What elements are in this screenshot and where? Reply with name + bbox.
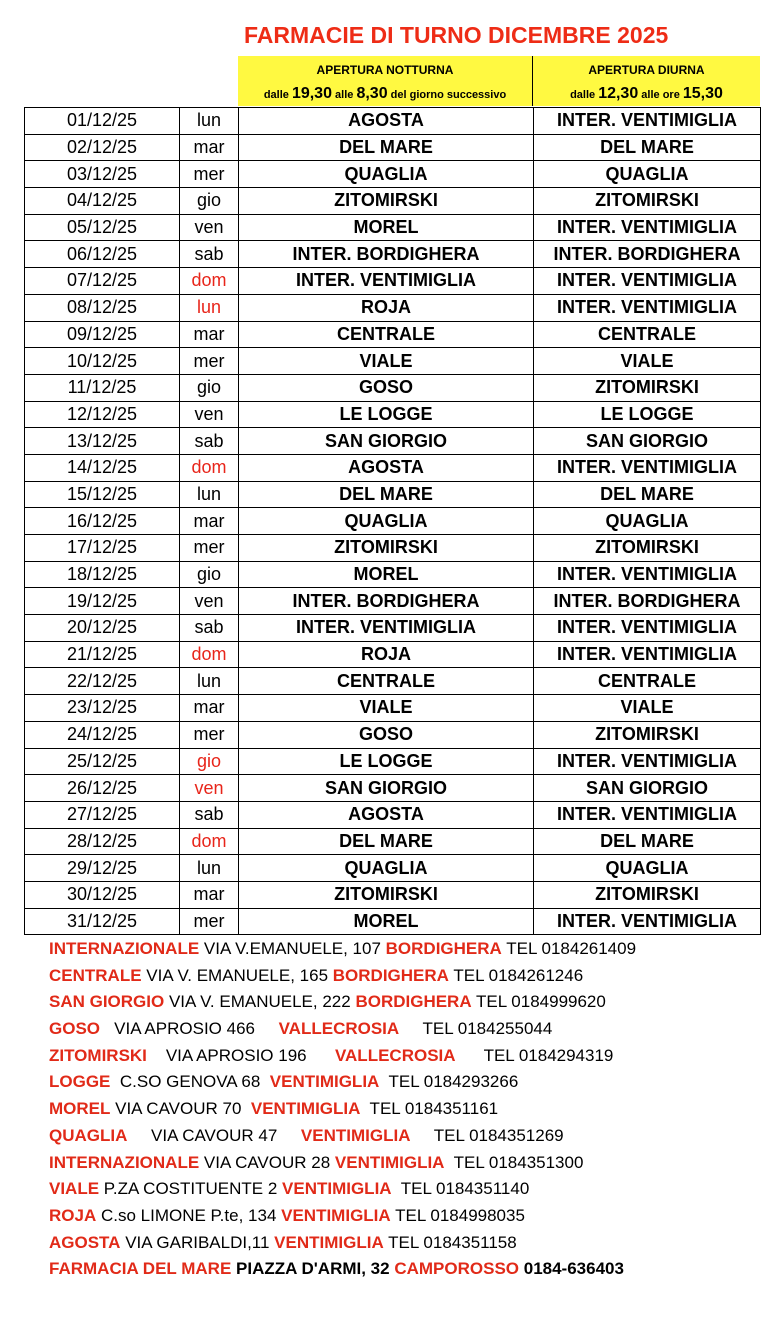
day-pharmacy-cell: INTER. BORDIGHERA — [534, 588, 761, 614]
table-row — [25, 268, 761, 295]
date-cell: 02/12/25 — [25, 135, 180, 161]
night-pharmacy-cell: QUAGLIA — [239, 855, 534, 881]
day-pharmacy-cell: QUAGLIA — [534, 161, 761, 187]
weekday-cell: ven — [180, 775, 239, 801]
pharmacy-address-line — [49, 1096, 769, 1123]
night-pharmacy-cell: INTER. VENTIMIGLIA — [239, 615, 534, 641]
date-cell: 08/12/25 — [25, 295, 180, 321]
night-pharmacy-cell: DEL MARE — [239, 482, 534, 508]
pharmacy-address-line — [49, 1069, 769, 1096]
night-shift-header — [238, 56, 533, 106]
date-cell: 21/12/25 — [25, 642, 180, 668]
night-pharmacy-cell: ROJA — [239, 642, 534, 668]
pharmacy-address: VIA APROSIO 466 — [100, 1019, 279, 1039]
night-pharmacy-cell: QUAGLIA — [239, 161, 534, 187]
night-pharmacy-cell: DEL MARE — [239, 829, 534, 855]
day-pharmacy-cell: ZITOMIRSKI — [534, 882, 761, 908]
pharmacy-name: CENTRALE — [49, 965, 142, 985]
night-pharmacy-cell: MOREL — [239, 562, 534, 588]
table-row — [25, 775, 761, 802]
night-pharmacy-cell: AGOSTA — [239, 108, 534, 134]
day-pharmacy-cell: ZITOMIRSKI — [534, 535, 761, 561]
weekday-cell: ven — [180, 215, 239, 241]
weekday-cell: dom — [180, 829, 239, 855]
night-pharmacy-cell: CENTRALE — [239, 668, 534, 694]
day-pharmacy-cell: LE LOGGE — [534, 402, 761, 428]
pharmacy-phone: TEL 0184293266 — [379, 1072, 519, 1092]
pharmacy-phone: TEL 0184998035 — [390, 1205, 525, 1225]
weekday-cell: lun — [180, 855, 239, 881]
date-cell: 06/12/25 — [25, 241, 180, 267]
table-row — [25, 322, 761, 349]
day-pharmacy-cell: ZITOMIRSKI — [534, 375, 761, 401]
night-pharmacy-cell: AGOSTA — [239, 802, 534, 828]
day-pharmacy-cell: INTER. VENTIMIGLIA — [534, 802, 761, 828]
date-cell: 16/12/25 — [25, 508, 180, 534]
day-pharmacy-cell: INTER. VENTIMIGLIA — [534, 562, 761, 588]
weekday-cell: mer — [180, 722, 239, 748]
date-cell: 30/12/25 — [25, 882, 180, 908]
pharmacy-address: VIA CAVOUR 70 — [110, 1099, 251, 1119]
pharmacy-city: VENTIMIGLIA — [269, 1072, 380, 1092]
pharmacy-city: VENTIMIGLIA — [282, 1179, 392, 1199]
pharmacy-city: BORDIGHERA — [332, 965, 449, 985]
pharmacy-address: VIA V. EMANUELE, 165 — [141, 965, 333, 985]
date-cell: 18/12/25 — [25, 562, 180, 588]
weekday-cell: lun — [180, 295, 239, 321]
pharmacy-address: VIA CAVOUR 47 — [127, 1125, 301, 1145]
table-row — [25, 135, 761, 162]
pharmacy-address-line — [49, 1043, 769, 1070]
night-shift-hours: dalle 19,30 alle 8,30 del giorno successivo — [263, 85, 507, 102]
date-cell: 27/12/25 — [25, 802, 180, 828]
night-pharmacy-cell: GOSO — [239, 375, 534, 401]
table-row — [25, 668, 761, 695]
date-cell: 29/12/25 — [25, 855, 180, 881]
pharmacy-phone: TEL 0184294319 — [455, 1045, 614, 1065]
table-row — [25, 348, 761, 375]
date-cell: 26/12/25 — [25, 775, 180, 801]
pharmacy-address: PIAZZA D'ARMI, 32 — [231, 1259, 395, 1279]
weekday-cell: mer — [180, 348, 239, 374]
pharmacy-name: ROJA — [49, 1205, 97, 1225]
weekday-cell: lun — [180, 482, 239, 508]
weekday-cell: mer — [180, 535, 239, 561]
pharmacy-address: C.so LIMONE P.te, 134 — [96, 1205, 282, 1225]
pharmacy-city: VENTIMIGLIA — [250, 1099, 361, 1119]
table-row — [25, 241, 761, 268]
table-row — [25, 215, 761, 242]
date-cell: 28/12/25 — [25, 829, 180, 855]
night-pharmacy-cell: LE LOGGE — [239, 749, 534, 775]
shift-header — [238, 56, 760, 106]
day-pharmacy-cell: INTER. VENTIMIGLIA — [534, 295, 761, 321]
pharmacy-address: VIA V. EMANUELE, 222 — [164, 992, 356, 1012]
pharmacy-name: VIALE — [49, 1179, 100, 1199]
day-pharmacy-cell: ZITOMIRSKI — [534, 188, 761, 214]
pharmacy-name: GOSO — [49, 1019, 101, 1039]
pharmacy-name: FARMACIA DEL MARE — [49, 1259, 232, 1279]
day-pharmacy-cell: QUAGLIA — [534, 508, 761, 534]
date-cell: 04/12/25 — [25, 188, 180, 214]
day-pharmacy-cell: INTER. VENTIMIGLIA — [534, 108, 761, 134]
pharmacy-name: SAN GIORGIO — [49, 992, 165, 1012]
weekday-cell: gio — [180, 375, 239, 401]
day-shift-title: APERTURA DIURNA — [588, 63, 705, 77]
night-pharmacy-cell: QUAGLIA — [239, 508, 534, 534]
day-pharmacy-cell: INTER. VENTIMIGLIA — [534, 268, 761, 294]
night-pharmacy-cell: DEL MARE — [239, 135, 534, 161]
night-pharmacy-cell: ROJA — [239, 295, 534, 321]
date-cell: 17/12/25 — [25, 535, 180, 561]
day-pharmacy-cell: SAN GIORGIO — [534, 428, 761, 454]
night-pharmacy-cell: CENTRALE — [239, 322, 534, 348]
day-pharmacy-cell: DEL MARE — [534, 829, 761, 855]
date-cell: 14/12/25 — [25, 455, 180, 481]
pharmacy-address-line — [49, 1176, 769, 1203]
date-cell: 20/12/25 — [25, 615, 180, 641]
pharmacy-city: BORDIGHERA — [385, 939, 502, 958]
weekday-cell: dom — [180, 455, 239, 481]
day-pharmacy-cell: QUAGLIA — [534, 855, 761, 881]
night-pharmacy-cell: SAN GIORGIO — [239, 775, 534, 801]
table-row — [25, 749, 761, 776]
pharmacy-address-line — [49, 989, 769, 1016]
table-row — [25, 295, 761, 322]
pharmacy-address-line — [49, 963, 769, 990]
pharmacy-name: INTERNAZIONALE — [49, 939, 200, 958]
weekday-cell: mer — [180, 161, 239, 187]
table-row — [25, 402, 761, 429]
night-pharmacy-cell: VIALE — [239, 348, 534, 374]
day-pharmacy-cell: DEL MARE — [534, 482, 761, 508]
pharmacy-city: VENTIMIGLIA — [274, 1232, 384, 1252]
night-pharmacy-cell: MOREL — [239, 909, 534, 935]
weekday-cell: mar — [180, 135, 239, 161]
weekday-cell: mar — [180, 695, 239, 721]
pharmacy-address-line — [49, 1203, 769, 1230]
weekday-cell: sab — [180, 428, 239, 454]
night-pharmacy-cell: AGOSTA — [239, 455, 534, 481]
pharmacy-address-line — [49, 1016, 769, 1043]
day-pharmacy-cell: INTER. VENTIMIGLIA — [534, 455, 761, 481]
pharmacy-phone: TEL 0184351158 — [383, 1232, 517, 1252]
day-pharmacy-cell: INTER. BORDIGHERA — [534, 241, 761, 267]
weekday-cell: mar — [180, 322, 239, 348]
day-pharmacy-cell: INTER. VENTIMIGLIA — [534, 615, 761, 641]
pharmacy-name: ZITOMIRSKI — [49, 1045, 147, 1065]
weekday-cell: dom — [180, 642, 239, 668]
table-row — [25, 642, 761, 669]
table-row — [25, 535, 761, 562]
date-cell: 13/12/25 — [25, 428, 180, 454]
weekday-cell: sab — [180, 802, 239, 828]
pharmacy-phone: TEL 0184351300 — [444, 1152, 584, 1172]
night-pharmacy-cell: MOREL — [239, 215, 534, 241]
weekday-cell: gio — [180, 188, 239, 214]
table-row — [25, 428, 761, 455]
date-cell: 19/12/25 — [25, 588, 180, 614]
pharmacy-address: C.SO GENOVA 68 — [110, 1072, 270, 1092]
night-pharmacy-cell: ZITOMIRSKI — [239, 535, 534, 561]
table-row — [25, 615, 761, 642]
date-cell: 10/12/25 — [25, 348, 180, 374]
pharmacy-address: VIA CAVOUR 28 — [199, 1152, 335, 1172]
weekday-cell: mar — [180, 882, 239, 908]
weekday-cell: sab — [180, 241, 239, 267]
night-pharmacy-cell: GOSO — [239, 722, 534, 748]
pharmacy-address-line — [49, 1150, 769, 1177]
pharmacy-phone: TEL 0184261246 — [448, 965, 584, 985]
table-row — [25, 108, 761, 135]
weekday-cell: ven — [180, 402, 239, 428]
pharmacy-address-line — [49, 1230, 769, 1257]
pharmacy-phone: TEL 0184351140 — [391, 1179, 530, 1199]
pharmacy-city: VALLECROSIA — [334, 1045, 456, 1065]
date-cell: 03/12/25 — [25, 161, 180, 187]
date-cell: 09/12/25 — [25, 322, 180, 348]
night-pharmacy-cell: INTER. BORDIGHERA — [239, 588, 534, 614]
table-row — [25, 695, 761, 722]
pharmacy-phone: TEL 0184261409 — [501, 939, 637, 958]
pharmacy-city: VENTIMIGLIA — [334, 1152, 445, 1172]
date-cell: 11/12/25 — [25, 375, 180, 401]
date-cell: 23/12/25 — [25, 695, 180, 721]
day-pharmacy-cell: INTER. VENTIMIGLIA — [534, 642, 761, 668]
schedule-table — [24, 107, 761, 935]
date-cell: 05/12/25 — [25, 215, 180, 241]
page-title: FARMACIE DI TURNO DICEMBRE 2025 — [244, 22, 669, 48]
night-pharmacy-cell: ZITOMIRSKI — [239, 882, 534, 908]
pharmacy-phone: TEL 0184999620 — [471, 992, 606, 1012]
table-row — [25, 829, 761, 856]
pharmacy-address: VIA APROSIO 196 — [146, 1045, 335, 1065]
pharmacy-city: VENTIMIGLIA — [281, 1205, 391, 1225]
night-pharmacy-cell: SAN GIORGIO — [239, 428, 534, 454]
night-pharmacy-cell: VIALE — [239, 695, 534, 721]
pharmacy-address: VIA V.EMANUELE, 107 — [199, 939, 386, 958]
pharmacy-phone: TEL 0184351269 — [410, 1125, 564, 1145]
pharmacy-name: QUAGLIA — [49, 1125, 128, 1145]
pharmacy-city: VALLECROSIA — [278, 1019, 400, 1039]
date-cell: 12/12/25 — [25, 402, 180, 428]
table-row — [25, 855, 761, 882]
table-row — [25, 802, 761, 829]
night-pharmacy-cell: INTER. BORDIGHERA — [239, 241, 534, 267]
pharmacy-phone: TEL 0184255044 — [399, 1019, 553, 1039]
table-row — [25, 375, 761, 402]
table-row — [25, 482, 761, 509]
table-row — [25, 188, 761, 215]
weekday-cell: lun — [180, 668, 239, 694]
day-pharmacy-cell: INTER. VENTIMIGLIA — [534, 909, 761, 935]
table-row — [25, 882, 761, 909]
table-row — [25, 722, 761, 749]
table-row — [25, 455, 761, 482]
night-pharmacy-cell: ZITOMIRSKI — [239, 188, 534, 214]
weekday-cell: gio — [180, 749, 239, 775]
table-row — [25, 562, 761, 589]
table-row — [25, 588, 761, 615]
day-pharmacy-cell: DEL MARE — [534, 135, 761, 161]
weekday-cell: gio — [180, 562, 239, 588]
weekday-cell: mer — [180, 909, 239, 935]
day-pharmacy-cell: CENTRALE — [534, 668, 761, 694]
date-cell: 25/12/25 — [25, 749, 180, 775]
day-pharmacy-cell: CENTRALE — [534, 322, 761, 348]
weekday-cell: sab — [180, 615, 239, 641]
pharmacy-address-line — [49, 1256, 769, 1283]
weekday-cell: ven — [180, 588, 239, 614]
pharmacy-phone: 0184-636403 — [519, 1259, 624, 1279]
pharmacy-address-line — [49, 936, 769, 963]
pharmacy-name: AGOSTA — [49, 1232, 121, 1252]
pharmacy-address-line — [49, 1123, 769, 1150]
pharmacy-city: CAMPOROSSO — [394, 1259, 520, 1279]
pharmacy-address: VIA GARIBALDI,11 — [120, 1232, 275, 1252]
day-pharmacy-cell: VIALE — [534, 348, 761, 374]
pharmacy-city: VENTIMIGLIA — [300, 1125, 411, 1145]
day-pharmacy-cell: SAN GIORGIO — [534, 775, 761, 801]
pharmacy-phone: TEL 0184351161 — [360, 1099, 499, 1119]
date-cell: 31/12/25 — [25, 909, 180, 935]
day-pharmacy-cell: VIALE — [534, 695, 761, 721]
date-cell: 15/12/25 — [25, 482, 180, 508]
date-cell: 07/12/25 — [25, 268, 180, 294]
date-cell: 24/12/25 — [25, 722, 180, 748]
table-row — [25, 161, 761, 188]
pharmacy-address: P.ZA COSTITUENTE 2 — [99, 1179, 283, 1199]
day-pharmacy-cell: ZITOMIRSKI — [534, 722, 761, 748]
night-pharmacy-cell: LE LOGGE — [239, 402, 534, 428]
date-cell: 01/12/25 — [25, 108, 180, 134]
pharmacy-address-list — [49, 936, 769, 1283]
night-shift-title: APERTURA NOTTURNA — [316, 63, 454, 77]
table-row — [25, 909, 761, 936]
date-cell: 22/12/25 — [25, 668, 180, 694]
day-pharmacy-cell: INTER. VENTIMIGLIA — [534, 749, 761, 775]
pharmacy-city: BORDIGHERA — [355, 992, 472, 1012]
night-pharmacy-cell: INTER. VENTIMIGLIA — [239, 268, 534, 294]
pharmacy-name: LOGGE — [49, 1072, 111, 1092]
day-pharmacy-cell: INTER. VENTIMIGLIA — [534, 215, 761, 241]
day-shift-header — [533, 56, 760, 106]
day-shift-hours: dalle 12,30 alle ore 15,30 — [570, 85, 723, 102]
weekday-cell: mar — [180, 508, 239, 534]
pharmacy-name: INTERNAZIONALE — [49, 1152, 200, 1172]
pharmacy-name: MOREL — [49, 1099, 111, 1119]
weekday-cell: lun — [180, 108, 239, 134]
table-row — [25, 508, 761, 535]
weekday-cell: dom — [180, 268, 239, 294]
